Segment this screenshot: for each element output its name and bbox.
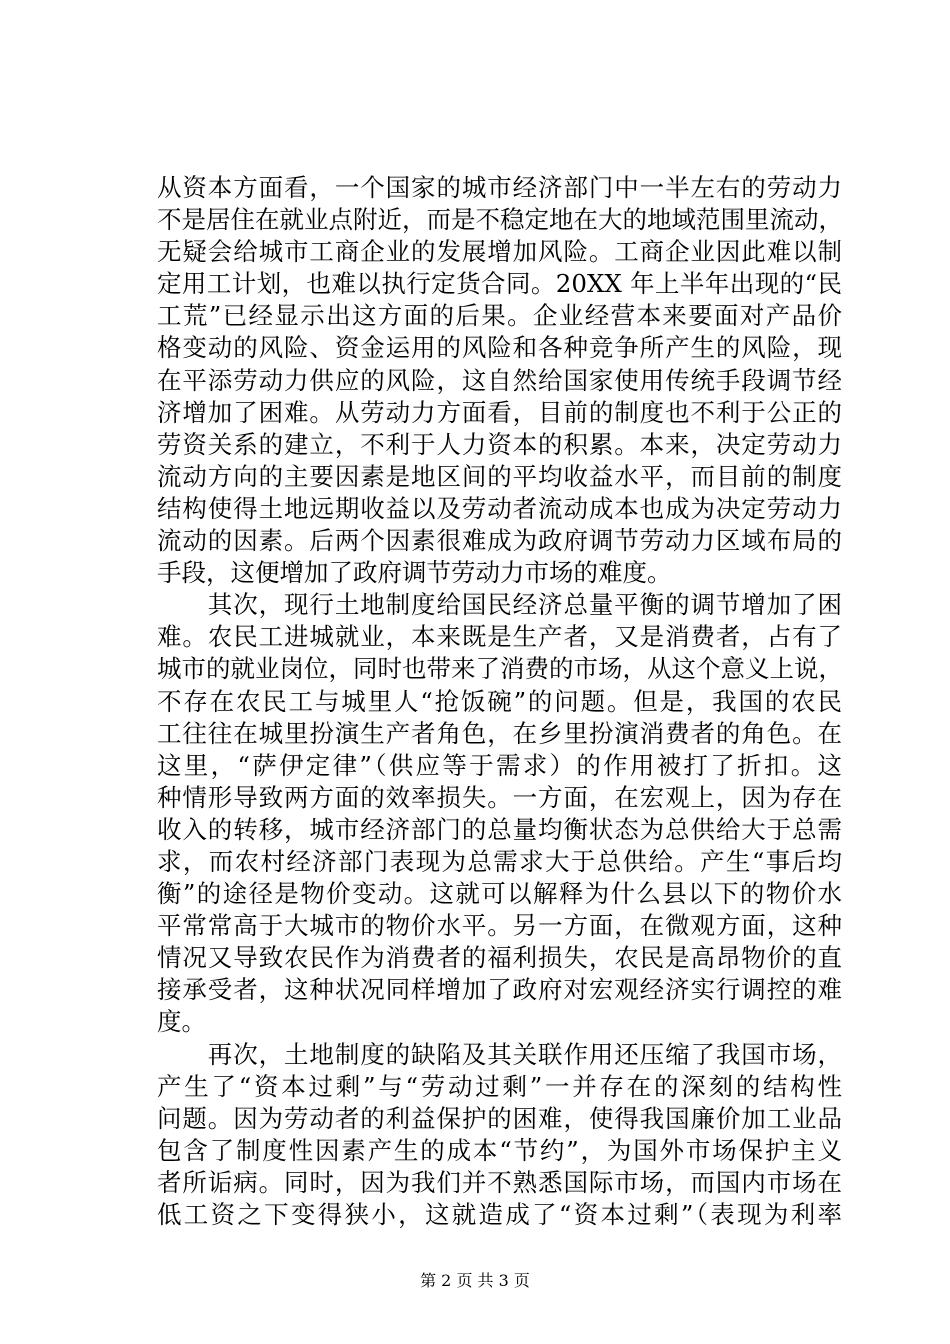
text-line: 这里，“萨伊定律”（供应等于需求）的作用被打了折扣。这	[157, 750, 842, 780]
text-line: 结构使得土地远期收益以及劳动者流动成本也成为决定劳动力	[157, 493, 842, 523]
text-line: 度。	[157, 1007, 206, 1037]
text-line: 问题。因为劳动者的利益保护的困难，使得我国廉价加工业品	[157, 1103, 842, 1133]
text-line: 难。农民工进城就业，本来既是生产者，又是消费者，占有了	[157, 622, 842, 652]
text-line: 者所诟病。同时，因为我们并不熟悉国际市场，而国内市场在	[157, 1167, 842, 1197]
text-line: 种情形导致两方面的效率损失。一方面，在宏观上，因为存在	[157, 782, 842, 812]
document-body	[157, 172, 842, 1231]
text-line: 情况又导致农民作为消费者的福利损失，农民是高昂物价的直	[157, 943, 842, 973]
text-line: 流动的因素。后两个因素很难成为政府调节劳动力区域布局的	[157, 526, 842, 556]
text-line: 从资本方面看，一个国家的城市经济部门中一半左右的劳动力	[157, 173, 842, 202]
text-line: 再次，土地制度的缺陷及其关联作用还压缩了我国市场，	[157, 1039, 842, 1069]
text-line: 定用工计划，也难以执行定货合同。20XX 年上半年出现的“民	[157, 269, 842, 299]
text-line: 不存在农民工与城里人“抢饭碗”的问题。但是，我国的农民	[157, 686, 842, 716]
text-line: 手段，这便增加了政府调节劳动力市场的难度。	[157, 558, 672, 588]
text-line: 低工资之下变得狭小，这就造成了“资本过剩”（表现为利率	[157, 1200, 842, 1229]
text-line: 衡”的途径是物价变动。这就可以解释为什么县以下的物价水	[157, 879, 842, 909]
text-line: 流动方向的主要因素是地区间的平均收益水平，而目前的制度	[157, 461, 842, 491]
text-line: 城市的就业岗位，同时也带来了消费的市场，从这个意义上说，	[157, 654, 843, 684]
text-line: 其次，现行土地制度给国民经济总量平衡的调节增加了困	[157, 590, 842, 620]
text-line: 无疑会给城市工商企业的发展增加风险。工商企业因此难以制	[157, 237, 842, 267]
text-line: 格变动的风险、资金运用的风险和各种竞争所产生的风险，现	[157, 333, 842, 363]
text-line: 工荒”已经显示出这方面的后果。企业经营本来要面对产品价	[157, 301, 842, 331]
text-line: 产生了“资本过剩”与“劳动过剩”一并存在的深刻的结构性	[157, 1071, 842, 1101]
text-line: 接承受者，这种状况同样增加了政府对宏观经济实行调控的难	[157, 975, 842, 1005]
text-line: 在平添劳动力供应的风险，这自然给国家使用传统手段调节经	[157, 365, 842, 395]
text-line: 劳资关系的建立，不利于人力资本的积累。本来，决定劳动力	[157, 429, 842, 459]
text-line: 不是居住在就业点附近，而是不稳定地在大的地域范围里流动，	[157, 205, 843, 235]
page-footer: 第 2 页 共 3 页	[420, 1271, 530, 1290]
text-line: 求，而农村经济部门表现为总需求大于总供给。产生“事后均	[157, 846, 842, 876]
text-line: 平常常高于大城市的物价水平。另一方面，在微观方面，这种	[157, 911, 842, 941]
text-line: 收入的转移，城市经济部门的总量均衡状态为总供给大于总需	[157, 814, 842, 844]
text-line: 包含了制度性因素产生的成本“节约”，为国外市场保护主义	[157, 1135, 842, 1165]
text-line: 济增加了困难。从劳动力方面看，目前的制度也不利于公正的	[157, 397, 842, 427]
text-line: 工往往在城里扮演生产者角色，在乡里扮演消费者的角色。在	[157, 718, 842, 748]
